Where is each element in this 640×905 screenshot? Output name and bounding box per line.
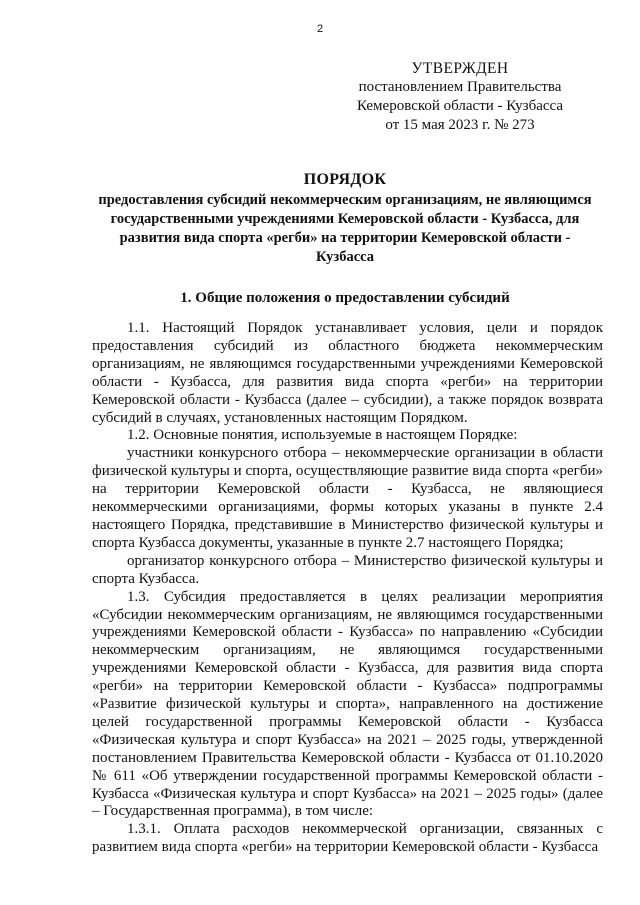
approval-line: от 15 мая 2023 г. № 273 (385, 117, 535, 133)
title-main: ПОРЯДОК (303, 171, 387, 188)
paragraph: участники конкурсного отбора – некоммерческие организации в области физической культуры и спорта, осуществляющие развитие вида спорта «регби» на территории Кемеровской области - Кузбасса, не являющиеся некоммерческими организациями, формы которых указаны в пункте 2.4 настоящего Порядка, представившие в Министерство физической культуры и спорта Кузбасса документы, указанные в пункте 2.7 настоящего Порядка; (92, 445, 603, 551)
approval-line: постановлением Правительства (358, 79, 562, 95)
approval-line: Кемеровской области - Кузбасса (356, 98, 564, 114)
paragraph: организатор конкурсного отбора – Министерство физической культуры и спорта Кузбасса. (92, 552, 603, 587)
paragraph: 1.2. Основные понятия, используемые в настоящем Порядке: (127, 427, 518, 444)
approval-stamp (300, 59, 620, 135)
page-number: 2 (316, 23, 324, 35)
paragraph: 1.3. Субсидия предоставляется в целях реализации мероприятия «Субсидии некоммерческим организациям, не являющимся государственными учреждениями Кемеровской области - Кузбасса» по направлению «Субсидии некоммерческим организациям, не являющимся государственными учреждениями Кемеровской области - Кузбасса, для развития вида спорта «регби» на территории Кемеровской области - Кузбасса» подпрограммы «Развитие физической культуры и спорта», направленного на достижение целей государственной программы Кемеровской области - Кузбасса «Физическая культура и спорт Кузбасса» на 2021 – 2025 годы, утвержденной постановлением Правительства Кемеровской области - Кузбасса от 01.10.2020 № 611 «Об утверждении государственной программы Кемеровской области - Кузбасса «Физическая культура и спорт Кузбасса» на 2021 – 2025 годы» (далее – Государственная программа), в том числе: (92, 588, 603, 820)
section-heading: 1. Общие положения о предоставлении субсидий (180, 290, 510, 306)
title-subtitle: предоставления субсидий некоммерческим организациям, не являющимся государственными учреждениями Кемеровской области - Кузбасса, для развития вида спорта «регби» на территории Кемеровской области - Кузбасса (98, 192, 592, 265)
document-title (95, 170, 595, 267)
document-body (92, 320, 603, 857)
paragraph: 1.1. Настоящий Порядок устанавливает условия, цели и порядок предоставления субсидий из областного бюджета некоммерческим организациям, не являющимся государственными учреждениями Кемеровской области - Кузбасса, для развития вида спорта «регби» на территории Кемеровской области - Кузбасса (далее – субсидии), а также порядок возврата субсидий в случаях, установленных настоящим Порядком. (92, 320, 603, 426)
approval-heading: УТВЕРЖДЕН (411, 60, 509, 77)
paragraph: 1.3.1. Оплата расходов некоммерческой организации, связанных с развитием вида спорта «регби» на территории Кемеровской области - Кузбасса (92, 821, 603, 856)
